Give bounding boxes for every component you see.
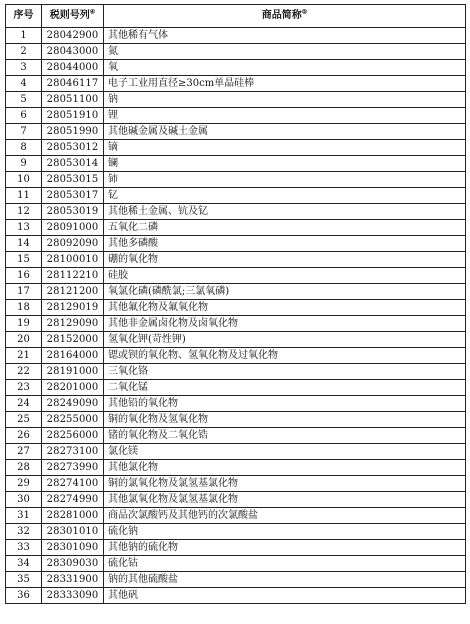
row-code: 28046117 — [42, 76, 104, 92]
row-name: 锶或钡的氧化物、氢氧化物及过氧化物 — [104, 348, 466, 364]
row-code: 28051990 — [42, 124, 104, 140]
row-seq: 14 — [6, 236, 42, 252]
row-name: 氧 — [104, 60, 466, 76]
row-name: 铜的氧化物及氢氧化物 — [104, 412, 466, 428]
row-name: 钠的其他硫酸盐 — [104, 572, 466, 588]
row-code: 28053017 — [42, 188, 104, 204]
table-row — [6, 428, 466, 444]
row-code: 28092090 — [42, 236, 104, 252]
row-seq: 22 — [6, 364, 42, 380]
row-name: 锗的氧化物及二氧化锆 — [104, 428, 466, 444]
table-row — [6, 252, 466, 268]
row-name: 硫化钠 — [104, 524, 466, 540]
row-code: 28333090 — [42, 588, 104, 604]
row-code: 28053019 — [42, 204, 104, 220]
row-seq: 27 — [6, 444, 42, 460]
row-name: 其他稀有气体 — [104, 28, 466, 44]
row-seq: 25 — [6, 412, 42, 428]
row-code: 28256000 — [42, 428, 104, 444]
header-code-footnote: ④ — [89, 8, 96, 16]
table-row — [6, 348, 466, 364]
table-row — [6, 204, 466, 220]
row-code: 28301010 — [42, 524, 104, 540]
table-row — [6, 172, 466, 188]
row-name: 三氧化铬 — [104, 364, 466, 380]
row-name: 电子工业用直径≥30cm单晶硅棒 — [104, 76, 466, 92]
row-code: 28274100 — [42, 476, 104, 492]
row-name: 镝 — [104, 140, 466, 156]
row-name: 其他碱金属及碱土金属 — [104, 124, 466, 140]
table-row — [6, 460, 466, 476]
row-code: 28273990 — [42, 460, 104, 476]
row-code: 28100010 — [42, 252, 104, 268]
row-seq: 3 — [6, 60, 42, 76]
row-seq: 10 — [6, 172, 42, 188]
table-row — [6, 508, 466, 524]
table-row — [6, 332, 466, 348]
row-seq: 8 — [6, 140, 42, 156]
row-code: 28309030 — [42, 556, 104, 572]
row-name: 钇 — [104, 188, 466, 204]
row-seq: 9 — [6, 156, 42, 172]
row-seq: 18 — [6, 300, 42, 316]
row-seq: 1 — [6, 28, 42, 44]
row-code: 28281000 — [42, 508, 104, 524]
row-seq: 4 — [6, 76, 42, 92]
table-row — [6, 380, 466, 396]
row-seq: 20 — [6, 332, 42, 348]
row-seq: 11 — [6, 188, 42, 204]
row-seq: 12 — [6, 204, 42, 220]
row-seq: 6 — [6, 108, 42, 124]
row-seq: 28 — [6, 460, 42, 476]
row-code: 28164000 — [42, 348, 104, 364]
row-seq: 24 — [6, 396, 42, 412]
header-seq-label: 序号 — [13, 10, 34, 21]
row-name: 其他氯氧化物及氯氢基氯化物 — [104, 492, 466, 508]
table-row — [6, 556, 466, 572]
table-row — [6, 268, 466, 284]
row-seq: 29 — [6, 476, 42, 492]
row-name: 其他氯化物 — [104, 460, 466, 476]
row-name: 硅胶 — [104, 268, 466, 284]
row-name: 其他多磷酸 — [104, 236, 466, 252]
row-seq: 16 — [6, 268, 42, 284]
row-seq: 2 — [6, 44, 42, 60]
row-name: 铜的氯氧化物及氯氢基氯化物 — [104, 476, 466, 492]
row-code: 28129090 — [42, 316, 104, 332]
row-seq: 26 — [6, 428, 42, 444]
row-code: 28301090 — [42, 540, 104, 556]
row-name: 其他氟化物及氟氧化物 — [104, 300, 466, 316]
row-seq: 19 — [6, 316, 42, 332]
table-row — [6, 396, 466, 412]
row-code: 28255000 — [42, 412, 104, 428]
row-seq: 35 — [6, 572, 42, 588]
row-seq: 15 — [6, 252, 42, 268]
table-row — [6, 76, 466, 92]
row-name: 铈 — [104, 172, 466, 188]
row-name: 氢氧化钾(苛性钾) — [104, 332, 466, 348]
tariff-table — [5, 4, 466, 604]
row-name: 镧 — [104, 156, 466, 172]
row-name: 二氧化锰 — [104, 380, 466, 396]
table-row — [6, 364, 466, 380]
row-seq: 5 — [6, 92, 42, 108]
row-seq: 33 — [6, 540, 42, 556]
row-name: 其他铅的氧化物 — [104, 396, 466, 412]
row-code: 28043000 — [42, 44, 104, 60]
row-code: 28042900 — [42, 28, 104, 44]
table-row — [6, 220, 466, 236]
table-row — [6, 140, 466, 156]
table-row — [6, 284, 466, 300]
table-row — [6, 44, 466, 60]
row-name: 硫化钴 — [104, 556, 466, 572]
header-code-label: 税则号列 — [49, 10, 90, 21]
table-header-row — [6, 5, 466, 28]
table-row — [6, 524, 466, 540]
table-row — [6, 28, 466, 44]
row-seq: 23 — [6, 380, 42, 396]
table-row — [6, 236, 466, 252]
row-seq: 30 — [6, 492, 42, 508]
row-code: 28331900 — [42, 572, 104, 588]
row-code: 28112210 — [42, 268, 104, 284]
row-name: 其他非金属卤化物及卤氧化物 — [104, 316, 466, 332]
header-name — [104, 5, 466, 28]
table-row — [6, 572, 466, 588]
header-name-label: 商品简称 — [261, 10, 302, 21]
row-name: 锂 — [104, 108, 466, 124]
table-row — [6, 92, 466, 108]
row-seq: 17 — [6, 284, 42, 300]
table-row — [6, 108, 466, 124]
row-name: 其他稀土金属、钪及钇 — [104, 204, 466, 220]
row-code: 28152000 — [42, 332, 104, 348]
row-code: 28121200 — [42, 284, 104, 300]
row-code: 28053012 — [42, 140, 104, 156]
row-code: 28129019 — [42, 300, 104, 316]
row-seq: 13 — [6, 220, 42, 236]
row-seq: 34 — [6, 556, 42, 572]
row-name: 氧氯化磷(磷酰氯;三氯氧磷) — [104, 284, 466, 300]
header-name-footnote: ⑤ — [301, 8, 308, 16]
row-code: 28273100 — [42, 444, 104, 460]
row-code: 28053015 — [42, 172, 104, 188]
table-row — [6, 476, 466, 492]
row-name: 商品次氯酸钙及其他钙的次氯酸盐 — [104, 508, 466, 524]
table-row — [6, 300, 466, 316]
row-name: 钠 — [104, 92, 466, 108]
table-row — [6, 156, 466, 172]
row-name: 五氧化二磷 — [104, 220, 466, 236]
table-row — [6, 540, 466, 556]
table-row — [6, 60, 466, 76]
row-seq: 31 — [6, 508, 42, 524]
header-code — [42, 5, 104, 28]
row-seq: 7 — [6, 124, 42, 140]
table-row — [6, 124, 466, 140]
row-code: 28191000 — [42, 364, 104, 380]
row-seq: 32 — [6, 524, 42, 540]
row-name: 氯化镁 — [104, 444, 466, 460]
table-row — [6, 444, 466, 460]
table-row — [6, 188, 466, 204]
table-row — [6, 492, 466, 508]
row-code: 28091000 — [42, 220, 104, 236]
row-name: 其他钠的硫化物 — [104, 540, 466, 556]
header-seq — [6, 5, 42, 28]
row-name: 其他矾 — [104, 588, 466, 604]
row-name: 氮 — [104, 44, 466, 60]
table-row — [6, 588, 466, 604]
row-seq: 36 — [6, 588, 42, 604]
row-seq: 21 — [6, 348, 42, 364]
row-code: 28274990 — [42, 492, 104, 508]
row-code: 28044000 — [42, 60, 104, 76]
row-code: 28249090 — [42, 396, 104, 412]
row-code: 28051100 — [42, 92, 104, 108]
table-row — [6, 412, 466, 428]
table-body — [6, 28, 466, 604]
table-row — [6, 316, 466, 332]
row-code: 28201000 — [42, 380, 104, 396]
row-code: 28053014 — [42, 156, 104, 172]
row-code: 28051910 — [42, 108, 104, 124]
row-name: 硼的氧化物 — [104, 252, 466, 268]
